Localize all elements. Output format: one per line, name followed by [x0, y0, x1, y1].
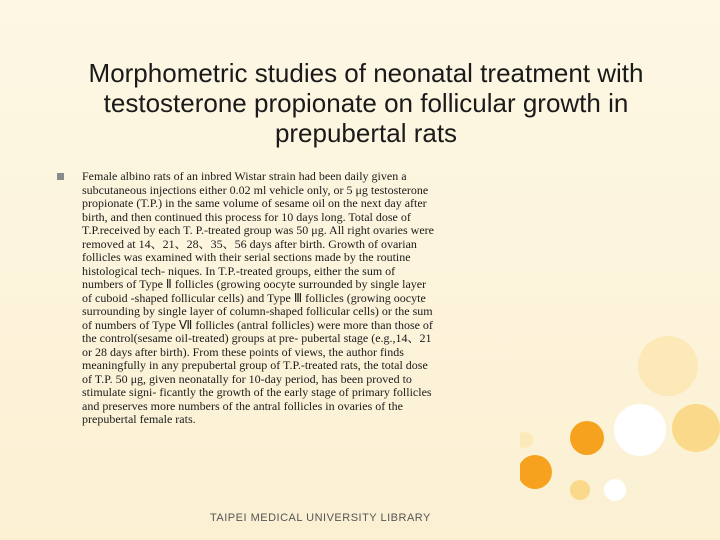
circle-orange-left — [570, 421, 604, 455]
decorative-circles-graphic — [520, 330, 720, 505]
circle-orange-bottom — [520, 455, 552, 489]
abstract-text: Female albino rats of an inbred Wistar strain had been daily given a subcutaneous injections either 0.02 ml vehicle only, or 5 μg testosterone propionate (T.P.) in the same volume of sesame oil on the next day after birth, and then continued this process for 10 days long. Total dose of T.P.received by each T. P.-treated group was 50 μg. All right ovaries were removed at 14、21、28、35、56 days after birth. Growth of ovarian follicles was examined with their serial sections made by the routine histological tech- niques. In T.P.-treated groups, either the sum of numbers of Type Ⅱ follicles (growing oocyte surrounded by single layer of cuboid -shaped follicular cells) and Type Ⅲ follicles (growing oocyte surrounding by single layer of column-shaped follicular cells) or the sum of numbers of Type Ⅶ follicles (antral follicles) were more than those of the control(sesame oil-treated) groups at pre- pubertal stage (e.g.,14、21 or 28 days after birth). From these points of views, the author finds meaningfully in any prepubertal group of T.P.-treated rats, the total dose of T.P. 50 μg, given neonatally for 10-day period, has been proved to stimulate signi- ficantly the growth of the early stage of primary follicles and preserves more numbers of the antral follicles in ovaries of the prepubertal female rats. — [82, 169, 434, 426]
slide-title: Morphometric studies of neonatal treatment with testosterone propionate on follicular growth in prepubertal rats — [88, 58, 644, 148]
square-bullet-icon — [57, 173, 64, 180]
circle-light-small — [570, 480, 590, 500]
circle-white — [614, 404, 666, 456]
decorative-circles — [520, 330, 720, 505]
circle-light-right — [672, 404, 720, 452]
footer-library-name: TAIPEI MEDICAL UNIVERSITY LIBRARY — [210, 512, 431, 524]
circle-white-small — [604, 479, 626, 501]
circle-pale-large — [638, 336, 698, 396]
circle-pale-small — [520, 432, 533, 448]
